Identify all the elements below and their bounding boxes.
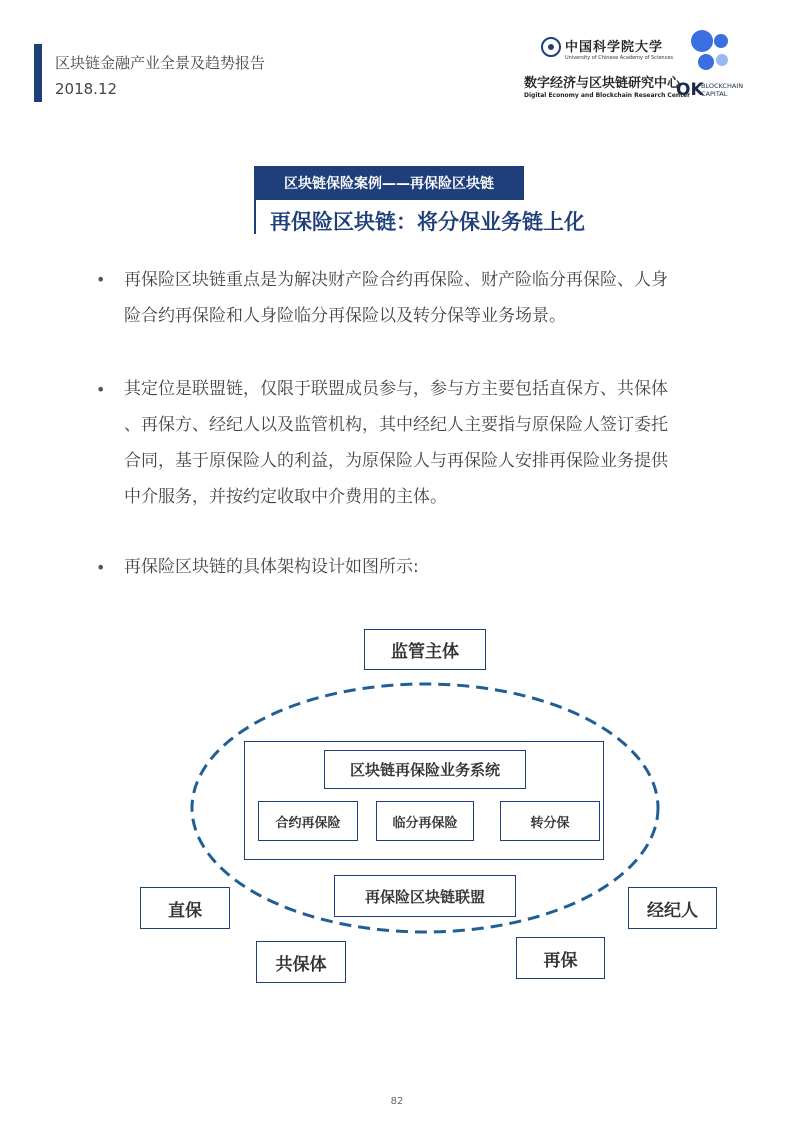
ucas-name-cn: 中国科学院大学	[565, 40, 664, 55]
participant-direct-insurer: 直保	[140, 887, 230, 929]
report-title: 区块链金融产业全景及趋势报告	[55, 54, 266, 72]
participant-broker: 经纪人	[628, 887, 717, 929]
ucas-name-en: University of Chinese Academy of Sciences	[565, 55, 673, 61]
bullet-marker: •	[96, 380, 106, 399]
module-contract-reinsurance: 合约再保险	[258, 801, 358, 841]
section-tag: 区块链保险案例——再保险区块链	[254, 166, 524, 200]
bullet-paragraph-3: 再保险区块链的具体架构设计如图所示:	[124, 557, 419, 577]
alliance-label-box: 再保险区块链联盟	[334, 875, 516, 917]
ok-logo-word: OK	[676, 80, 704, 100]
system-title-box: 区块链再保险业务系统	[324, 750, 526, 789]
module-retrocession: 转分保	[500, 801, 600, 841]
bullet-paragraph-1: 再保险区块链重点是为解决财产险合约再保险、财产险临分再保险、人身 险合约再保险和人身险临分再保险以及转分保等业务场景。	[124, 270, 668, 326]
module-facultative-reinsurance: 临分再保险	[376, 801, 474, 841]
participant-coinsurance: 共保体	[256, 941, 346, 983]
research-center-name-cn: 数字经济与区块链研究中心	[524, 76, 681, 91]
page-number: 82	[390, 1096, 404, 1107]
bullet-paragraph-2: 其定位是联盟链，仅限于联盟成员参与，参与方主要包括直保方、共保体 、再保方、经纪人以及监管机构，其中经纪人主要指与原保险人签订委托 合同，基于原保险人的利益，为原保险人与再保险人安排再保险业务提供 中介服务，并按约定收取中介费用的主体。	[124, 379, 668, 507]
bullet-marker: •	[96, 558, 106, 577]
ok-logo-subtitle: BLOCKCHAIN CAPITAL	[701, 82, 744, 98]
page-title: 再保险区块链：将分保业务链上化	[270, 210, 585, 234]
regulator-box: 监管主体	[364, 629, 486, 670]
participant-reinsurer: 再保	[516, 937, 605, 979]
bullet-marker: •	[96, 270, 106, 289]
report-date: 2018.12	[55, 80, 118, 98]
research-center-name-en: Digital Economy and Blockchain Research Center	[524, 92, 691, 99]
